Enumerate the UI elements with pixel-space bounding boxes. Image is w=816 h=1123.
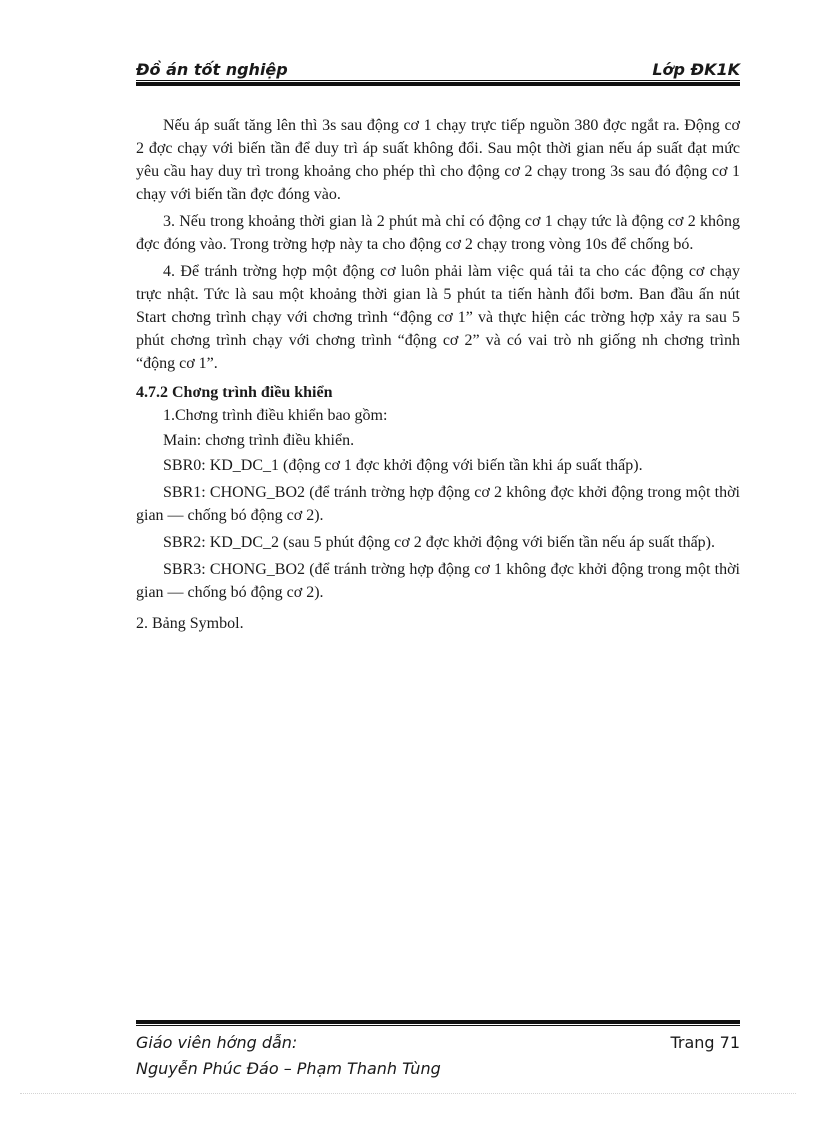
paragraph: SBR0: KD_DC_1 (động cơ 1 đợc khởi động với biến tần khi áp suất thấp). <box>163 457 643 474</box>
paragraph: SBR3: CHONG_BO2 (để tránh trờng hợp động cơ 1 không đợc khởi động trong một thời gian — chống bó động cơ 2). <box>136 561 740 601</box>
paragraph: SBR2: KD_DC_2 (sau 5 phút động cơ 2 đợc khởi động với biến tần nếu áp suất thấp). <box>163 534 716 551</box>
paragraph: Nếu áp suất tăng lên thì 3s sau động cơ 1 chạy trực tiếp nguồn 380 đợc ngắt ra. Động cơ 2 đợc chạy với biến tần để duy trì áp suất không đổi. Sau một thời gian nếu áp suất đạt mức yêu cầu hay duy trì trong khoảng cho phép thì cho động cơ 2 chạy trong 3s sau đó động cơ 1 chạy với biến tần đợc đóng vào. <box>136 117 740 203</box>
header-class: Lớp ĐK1K <box>652 60 740 79</box>
page-body <box>136 114 740 639</box>
section-heading: 4.7.2 Chơng trình điều khiển <box>136 384 333 401</box>
paragraph: 1.Chơng trình điều khiển bao gồm: <box>163 407 388 424</box>
paragraph: 4. Để tránh trờng hợp một động cơ luôn phải làm việc quá tải ta cho các động cơ chạy trực nhật. Tức là sau một khoảng thời gian là 5 phút ta tiến hành đổi bơm. Ban đầu ấn nút Start chơng trình chạy với chơng trình “động cơ 1” và thực hiện các trờng hợp xảy ra sau 5 phút chơng trình chạy với chơng trình “động cơ 2” và có vai trò nh giống nh chơng trình “động cơ 1”. <box>136 263 740 372</box>
page-header <box>136 58 740 80</box>
page-footer <box>136 1030 740 1082</box>
footer-supervisor-label: Giáo viên hớng dẫn: <box>136 1033 298 1052</box>
header-rule-thick <box>136 82 740 86</box>
footer-rule-thin <box>136 1025 740 1026</box>
paragraph: 2. Bảng Symbol. <box>136 615 244 632</box>
footer-authors: Nguyễn Phúc Đáo – Phạm Thanh Tùng <box>136 1059 441 1078</box>
footer-rule-thick <box>136 1020 740 1024</box>
page-number: Trang 71 <box>670 1033 740 1052</box>
header-rule-thin <box>136 80 740 81</box>
page-bottom-dotted-line <box>20 1093 796 1094</box>
paragraph: Main: chơng trình điều khiển. <box>163 432 355 449</box>
paragraph: SBR1: CHONG_BO2 (để tránh trờng hợp động cơ 2 không đợc khởi động trong một thời gian — chống bó động cơ 2). <box>136 484 740 524</box>
header-title: Đồ án tốt nghiệp <box>136 60 288 79</box>
paragraph: 3. Nếu trong khoảng thời gian là 2 phút mà chỉ có động cơ 1 chạy tức là động cơ 2 không đợc đóng vào. Trong trờng hợp này ta cho động cơ 2 chạy trong vòng 10s để chống bó. <box>136 213 740 253</box>
